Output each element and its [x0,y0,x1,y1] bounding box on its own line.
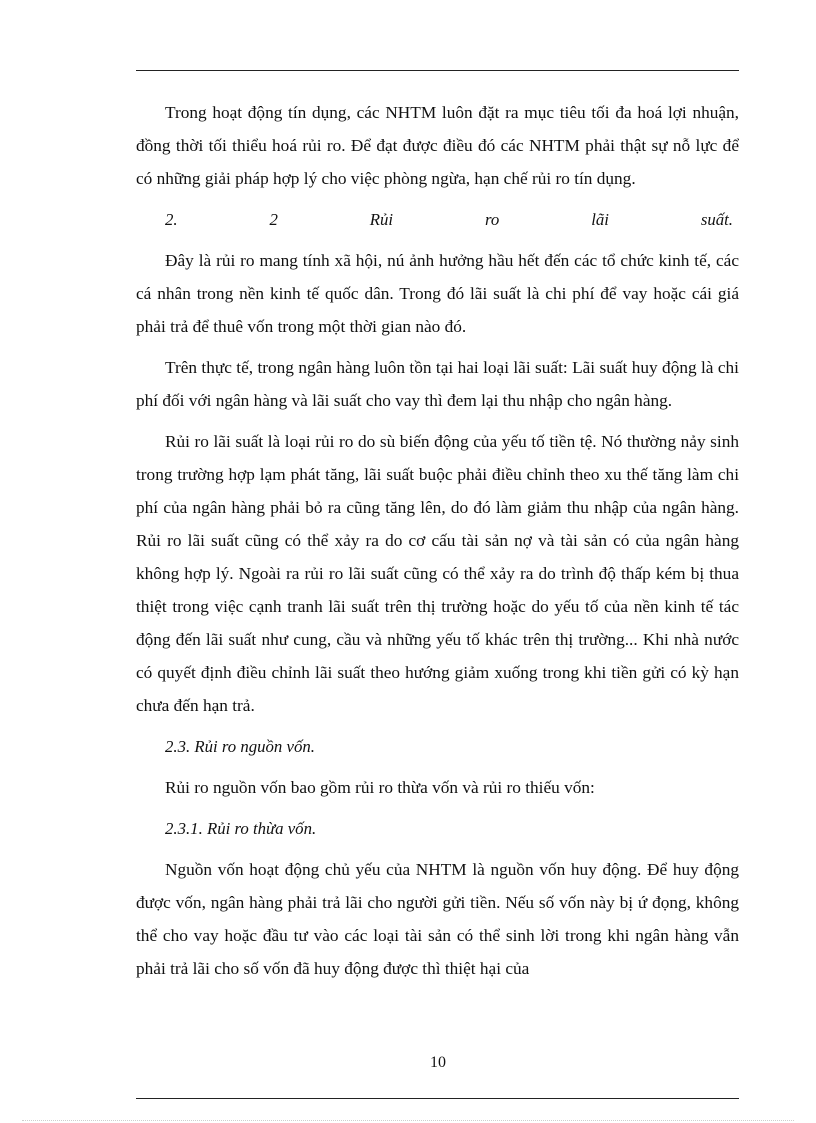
paragraph-funding-risk-types: Rủi ro nguồn vốn bao gồm rủi ro thừa vốn và rủi ro thiếu vốn: [165,778,595,797]
page-number: 10 [430,1054,446,1071]
paragraph-two-rate-types: Trên thực tế, trong ngân hàng luôn tồn tại hai loại lãi suất: Lãi suất huy động là chi phí đối với ngân hàng và lãi suất cho vay thì đem lại thu nhập cho ngân hàng. [136,358,739,410]
paragraph-interest-rate-definition: Đây là rủi ro mang tính xã hội, nú ảnh hưởng hầu hết đến các tổ chức kinh tế, các cá nhân trong nền kinh tế quốc dân. Trong đó lãi suất là chi phí để vay hoặc cái giá phải trả để thuê vốn trong một thời gian nào đó. [136,251,739,336]
paragraph-interest-rate-causes: Rủi ro lãi suất là loại rủi ro do sù biến động của yếu tố tiền tệ. Nó thường nảy sinh trong trường hợp lạm phát tăng, lãi suất buộc phải điều chỉnh theo xu thế tăng làm chi phí của ngân hàng phải bỏ ra cũng tăng lên, do đó làm giảm thu nhập của ngân hàng. Rủi ro lãi suất cũng có thể xảy ra do cơ cấu tài sản nợ và tài sản có của ngân hàng không hợp lý. Ngoài ra rủi ro lãi suất cũng có thể xảy ra do trình độ thấp kém bị thua thiệt trong việc cạnh tranh lãi suất trên thị trường hoặc do yếu tố của nền kinh tế tác động đến lãi suất như cung, cầu và những yếu tố khác trên thị trường... Khi nhà nước có quyết định điều chỉnh lãi suất theo hướng giảm xuống trong khi tiền gửi có kỳ hạn chưa đến hạn trả. [136,432,739,715]
footer-rule [136,1098,739,1099]
heading-excess-capital-risk: 2.3.1. Rủi ro thừa vốn. [165,819,317,838]
page-edge-dotted-line [22,1120,794,1121]
paragraph-excess-capital: Nguồn vốn hoạt động chủ yếu của NHTM là nguồn vốn huy động. Để huy động được vốn, ngân hàng phải trả lãi cho người gửi tiền. Nếu số vốn này bị ứ đọng, không thể cho vay hoặc đầu tư vào các loại tài sản có thể sinh lời trong khi ngân hàng vẫn phải trả lãi cho số vốn đã huy động được thì thiệt hại của [136,860,739,978]
header-rule [136,70,739,71]
page-body [136,96,739,985]
heading-interest-rate-risk: 2. 2 Rủi ro lãi suất. [165,210,733,229]
heading-funding-risk: 2.3. Rủi ro nguồn vốn. [165,737,315,756]
paragraph-intro: Trong hoạt động tín dụng, các NHTM luôn đặt ra mục tiêu tối đa hoá lợi nhuận, đồng thời tối thiểu hoá rủi ro. Để đạt được điều đó các NHTM phải thật sự nỗ lực để có những giải pháp hợp lý cho việc phòng ngừa, hạn chế rủi ro tín dụng. [136,103,739,188]
